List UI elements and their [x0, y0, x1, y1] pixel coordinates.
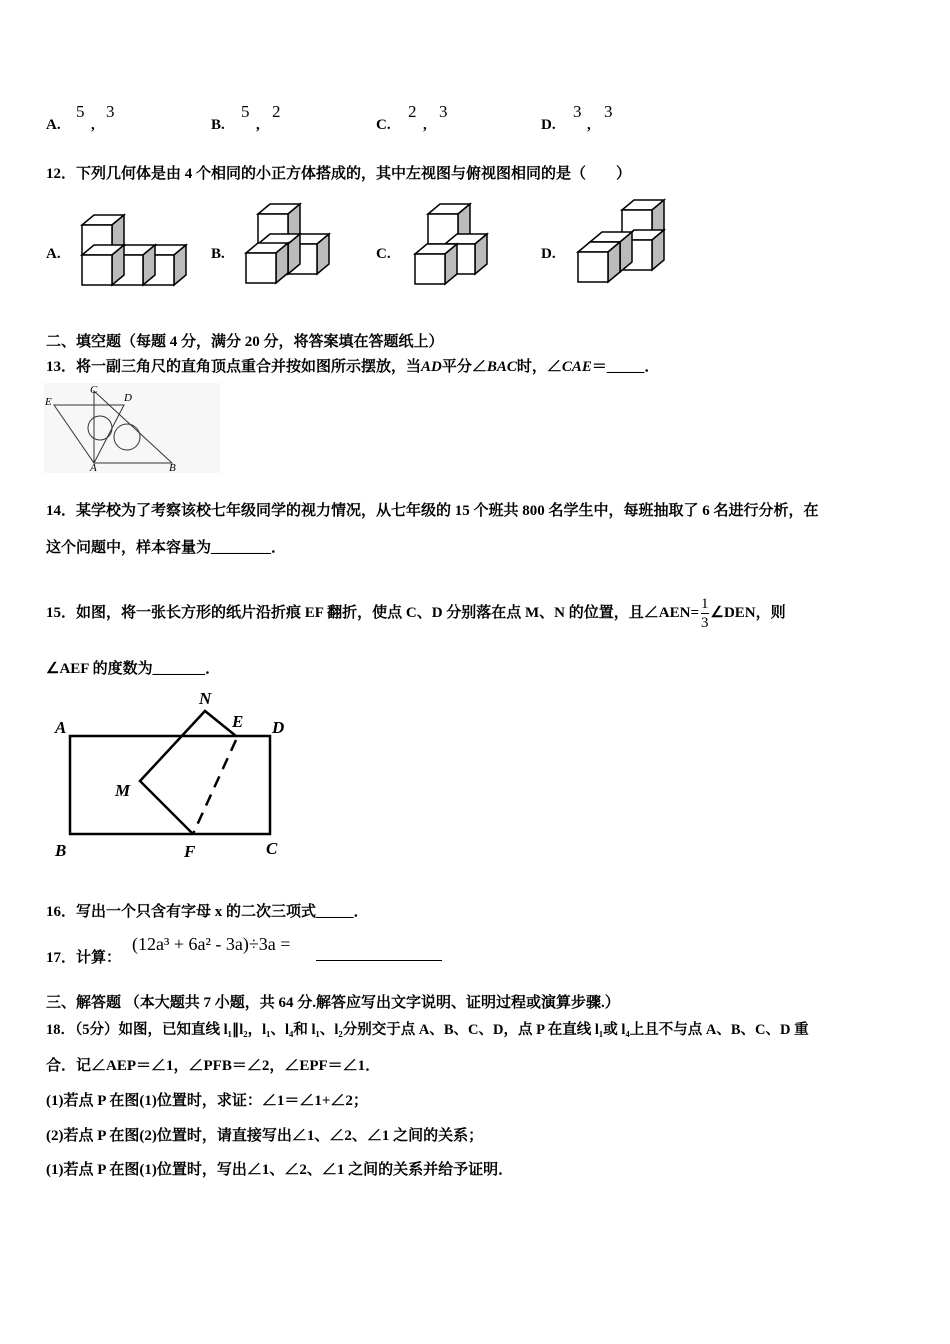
- q11-option-a-value2: 3: [106, 102, 115, 121]
- q13-text-part: 时，∠: [516, 359, 562, 375]
- label-b: B: [169, 462, 176, 473]
- comma: ,: [256, 117, 260, 133]
- q16-text: 16．写出一个只含有字母 x 的二次三项式_____．: [46, 904, 369, 920]
- label-e: E: [232, 712, 244, 731]
- label-a: A: [55, 718, 67, 737]
- q13-cae: CAE: [561, 359, 592, 375]
- comma: ,: [91, 117, 95, 133]
- label-n: N: [199, 689, 212, 708]
- q14-line1: 14．某学校为了考察该校七年级同学的视力情况，从七年级的 15 个班共 800 名学生中，每班抽取了 6 名进行分析，在: [46, 503, 819, 519]
- q15-line2: ∠AEF 的度数为_______．: [46, 661, 221, 677]
- q11-option-a-value1: 5: [76, 102, 85, 121]
- q15-text-end: ∠DEN，则: [710, 604, 786, 621]
- q13-bac: BAC: [486, 359, 517, 375]
- q11-option-c-value1: 2: [408, 102, 417, 121]
- q11-option-d-value1: 3: [573, 102, 582, 121]
- q11-option-b-value2: 2: [272, 102, 281, 121]
- q18-part1: (1)若点 P 在图(1)位置时，求证：∠1＝∠1+∠2；: [46, 1093, 368, 1109]
- q14-line2: 这个问题中，样本容量为________．: [46, 540, 287, 556]
- q11-option-b-label: B.: [211, 117, 225, 133]
- label-d: D: [124, 392, 132, 404]
- q18-line2: 合．记∠AEP＝∠1，∠PFB＝∠2，∠EPF＝∠1．: [46, 1058, 381, 1074]
- q12-option-a: A.: [46, 246, 61, 262]
- q13-blank: ＝_____．: [591, 359, 660, 375]
- q11-option-a-label: A.: [46, 117, 61, 133]
- q11-option-c-label: C.: [376, 117, 391, 133]
- fraction-numerator: 1: [701, 596, 709, 612]
- q11-option-c-value2: 3: [439, 102, 448, 121]
- q11-option-d-label: D.: [541, 117, 556, 133]
- fraction-denominator: 3: [701, 615, 709, 631]
- label-b: B: [55, 841, 67, 860]
- q17-label: 17．计算：: [46, 950, 122, 966]
- q18-part2: (2)若点 P 在图(2)位置时，请直接写出∠1、∠2、∠1 之间的关系；: [46, 1128, 484, 1144]
- q13-ad: AD: [421, 359, 442, 375]
- label-c: C: [266, 839, 278, 858]
- q11-option-d-value2: 3: [604, 102, 613, 121]
- label-f: F: [184, 842, 196, 861]
- q13-text-part: 13．将一副三角尺的直角顶点重合并按如图所示摆放，当: [46, 359, 422, 375]
- section2-heading: 二、填空题（每题 4 分，满分 20 分，将答案填在答题纸上）: [46, 334, 444, 350]
- q17-answer-blank: [316, 960, 442, 961]
- label-m: M: [115, 781, 131, 800]
- section3-heading: 三、解答题 （本大题共 7 小题，共 64 分.解答应写出文字说明、证明过程或演算步骤.）: [46, 995, 620, 1011]
- q18-line1: 18．（5分）如图，已知直线 l₁∥l₂，l₁、l₄和 l₁、l₂分别交于点 A、B、C、D，点 P 在直线 l₁或 l₄上且不与点 A、B、C、D 重: [46, 1022, 809, 1038]
- q18-part3: (1)若点 P 在图(1)位置时，写出∠1、∠2、∠1 之间的关系并给予证明．: [46, 1162, 514, 1178]
- q12-option-d: D.: [541, 246, 556, 262]
- q13-text-part: 平分∠: [441, 359, 487, 375]
- q11-option-b-value1: 5: [241, 102, 250, 121]
- label-d: D: [272, 718, 285, 737]
- label-a: A: [90, 462, 97, 473]
- q17-expression: (12a³ + 6a² - 3a)÷3a =: [132, 934, 291, 954]
- q12-text: 12．下列几何体是由 4 个相同的小正方体搭成的，其中左视图与俯视图相同的是（ ）: [46, 166, 632, 182]
- label-e: E: [45, 396, 52, 408]
- q12-option-b: B.: [211, 246, 225, 262]
- comma: ,: [587, 117, 591, 133]
- comma: ,: [423, 117, 427, 133]
- q15-text: 15．如图，将一张长方形的纸片沿折痕 EF 翻折，使点 C、D 分别落在点 M、N 的位置，且∠AEN=: [46, 604, 699, 621]
- q12-option-c: C.: [376, 246, 391, 262]
- label-c: C: [90, 384, 98, 396]
